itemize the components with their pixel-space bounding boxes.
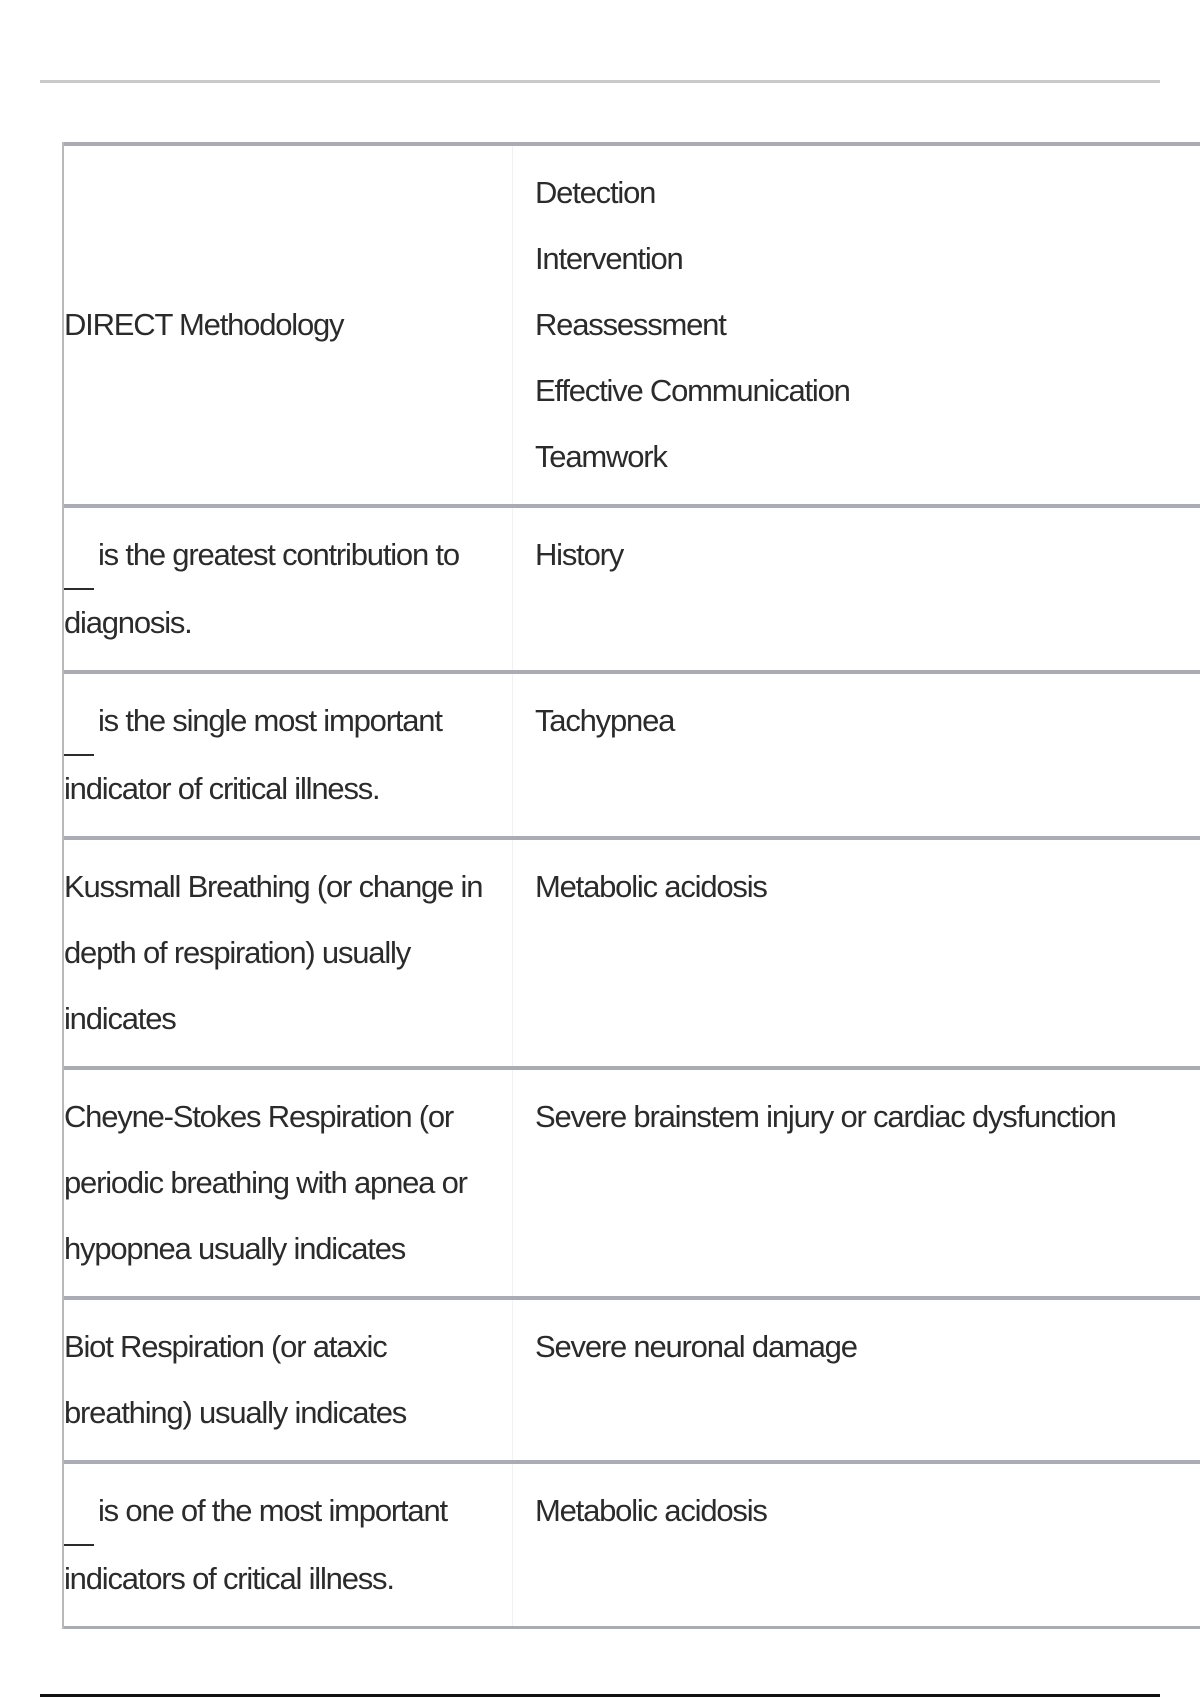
definition-line: Severe brainstem injury or cardiac dysfunction [535,1099,1116,1134]
fill-in-blank [64,522,94,590]
definition-cell [512,1070,1200,1296]
fill-in-blank [64,688,94,756]
table-row [64,1066,1200,1296]
term-text [64,688,506,822]
term-text [64,1478,506,1612]
definition-cell [512,508,1200,670]
term-text-body: is one of the most important indicators of critical illness. [64,1493,447,1596]
term-text [64,522,506,656]
definition-line: Teamwork [535,439,667,474]
definition-line: History [535,537,624,572]
table-row [64,1296,1200,1460]
definition-line: Metabolic acidosis [535,1493,767,1528]
definition-line: Intervention [535,241,683,276]
definition-cell [512,840,1200,1066]
table-row [64,836,1200,1066]
definition-cell [512,146,1200,504]
table-row [64,670,1200,836]
definition-line: Effective Communication [535,373,850,408]
term-text-body: is the single most important indicator of critical illness. [64,703,442,806]
fill-in-blank [64,1478,94,1546]
term-cell [64,1464,512,1626]
term-cell [64,1070,512,1296]
top-divider [40,80,1160,83]
term-text: DIRECT Methodology [64,307,344,342]
term-cell [64,146,512,504]
term-text: Biot Respiration (or ataxic breathing) usually indicates [64,1329,407,1430]
term-text: Cheyne-Stokes Respiration (or periodic breathing with apnea or hypopnea usually indicates [64,1099,467,1266]
definition-line: Reassessment [535,307,726,342]
table-row [64,504,1200,670]
definition-cell [512,1464,1200,1626]
bottom-divider [40,1694,1160,1697]
term-cell [64,508,512,670]
flashcard-table [62,142,1200,1629]
definition-line: Tachypnea [535,703,675,738]
term-cell [64,1300,512,1460]
table-row [64,142,1200,504]
definition-line: Metabolic acidosis [535,869,767,904]
table-row [64,1460,1200,1629]
definition-line: Severe neuronal damage [535,1329,857,1364]
definition-cell [512,1300,1200,1460]
term-cell [64,840,512,1066]
term-text-body: is the greatest contribution to diagnosis. [64,537,459,640]
term-text: Kussmall Breathing (or change in depth of respiration) usually indicates [64,869,483,1036]
definition-cell [512,674,1200,836]
term-cell [64,674,512,836]
definition-line: Detection [535,175,656,210]
